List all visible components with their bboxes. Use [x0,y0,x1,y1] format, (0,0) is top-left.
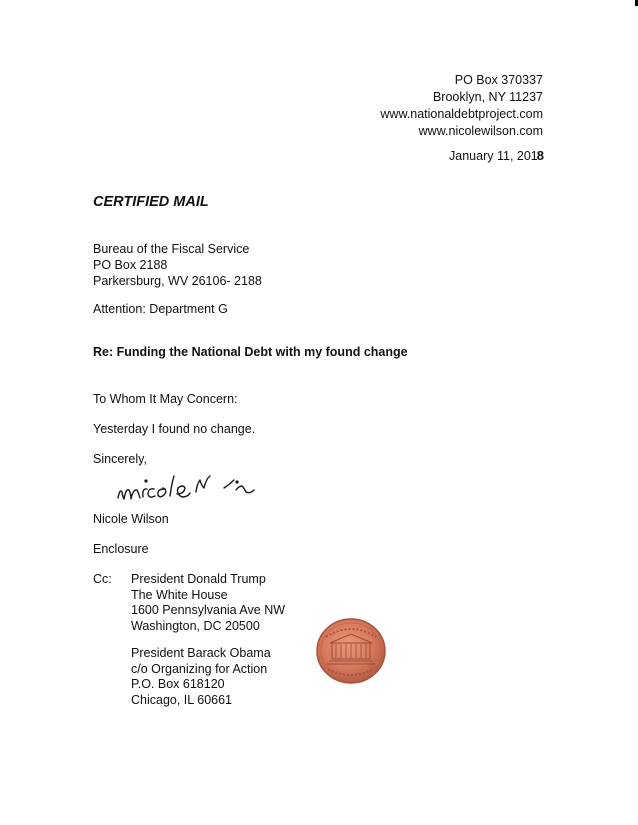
date-text: January 11, 201 [449,149,538,163]
cc-recipient [131,572,285,634]
date-handwritten-correction: 8 [536,148,544,163]
cc-recipient-line: The White House [131,587,228,602]
recipient-address [93,241,262,289]
cc-recipient-line: P.O. Box 618120 [131,677,225,691]
sender-address-line: PO Box 370337 [454,73,543,87]
enclosure-note: Enclosure [93,542,149,556]
salutation: To Whom It May Concern: [93,392,238,406]
penny-coin-icon [314,617,388,685]
cc-recipient-line: Washington, DC 20500 [131,618,260,633]
letter-body: Yesterday I found no change. [93,422,256,436]
sender-website-line: www.nationaldebtproject.com [380,107,543,121]
subject-line: Re: Funding the National Debt with my found change [93,345,408,359]
recipient-address-line: Parkersburg, WV 26106- 2188 [93,274,262,288]
cc-recipient-line: 1600 Pennsylvania Ave NW [131,603,286,617]
letter-date [449,148,544,163]
cc-recipient-line: President Barack Obama [131,646,271,660]
cc-recipient-line: Chicago, IL 60661 [131,692,233,707]
sender-website-line: www.nicolewilson.com [418,124,543,138]
handwritten-signature [112,462,272,512]
recipient-address-line: Bureau of the Fiscal Service [93,242,250,256]
certified-mail-heading: CERTIFIED MAIL [93,194,209,210]
signer-name: Nicole Wilson [93,512,169,526]
cc-recipient-line: c/o Organizing for Action [131,661,268,676]
cc-recipient [131,646,271,708]
cc-label: Cc: [93,572,112,586]
sender-address-line: Brooklyn, NY 11237 [432,90,543,104]
sender-address [380,72,543,140]
attention-line: Attention: Department G [93,302,228,316]
cc-recipient-line: President Donald Trump [131,572,266,586]
closing: Sincerely, [93,452,147,466]
recipient-address-line: PO Box 2188 [93,258,168,272]
